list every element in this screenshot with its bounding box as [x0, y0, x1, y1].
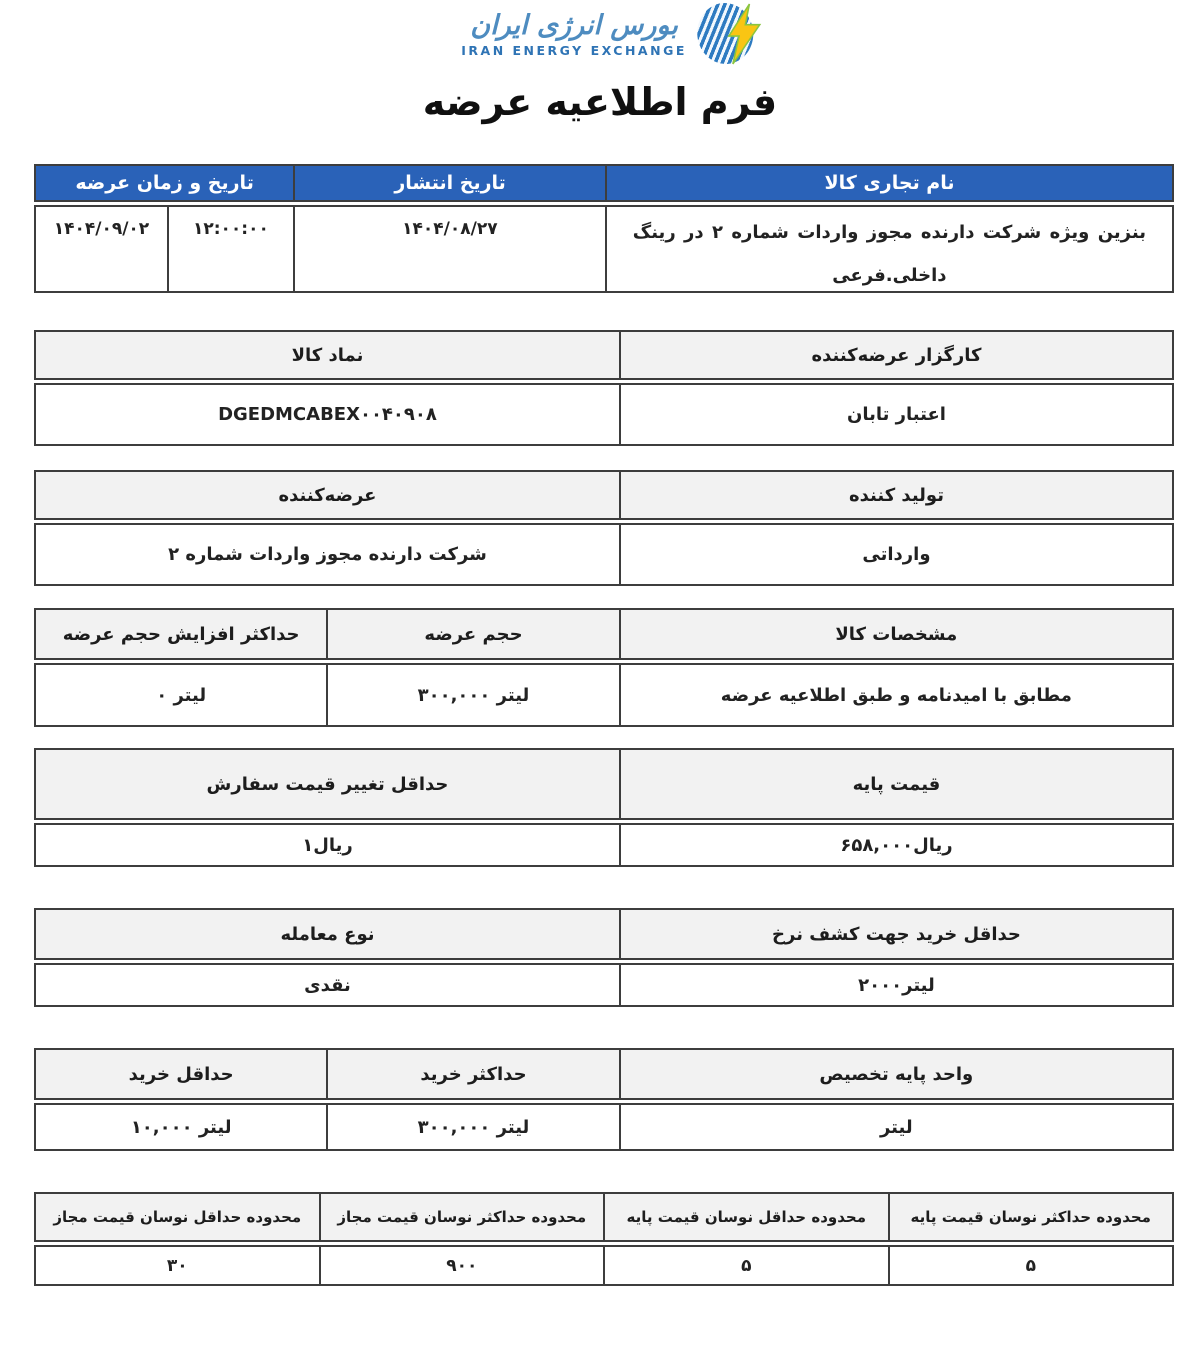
base-price-header: قیمت پایه [619, 748, 1174, 820]
page-title: فرم اطلاعیه عرضه [422, 80, 778, 124]
min-base-fluctuation-header: محدوده حداقل نوسان قیمت پایه [603, 1192, 890, 1242]
min-purchase-value: لیتر ۱۰,۰۰۰ [34, 1103, 328, 1151]
table-specs-volume-body-row [34, 663, 1174, 727]
broker-value: اعتبار تابان [619, 383, 1174, 446]
max-volume-increase-value: لیتر ۰ [34, 663, 328, 727]
table-producer-supplier [34, 470, 1174, 586]
offer-datetime-header: تاریخ و زمان عرضه [34, 164, 295, 202]
producer-value: وارداتی [619, 523, 1174, 586]
table-discovery-tradetype-header-row [34, 908, 1174, 960]
min-purchase-discovery-value: لیتر۲۰۰۰ [619, 963, 1174, 1007]
symbol-value: DGEDMCABEX۰۰۴۰۹۰۸ [34, 383, 621, 446]
allocation-unit-header: واحد پایه تخصیص [619, 1048, 1174, 1100]
table-producer-supplier-body-row [34, 523, 1174, 586]
table-commodity-dates [34, 164, 1174, 293]
trade-type-header: نوع معامله [34, 908, 621, 960]
min-tick-header: حداقل تغییر قیمت سفارش [34, 748, 621, 820]
publish-date-header: تاریخ انتشار [293, 164, 607, 202]
max-purchase-header: حداکثر خرید [326, 1048, 620, 1100]
producer-header: تولید کننده [619, 470, 1174, 520]
max-allowed-fluctuation-header: محدوده حداکثر نوسان قیمت مجاز [319, 1192, 606, 1242]
table-commodity-dates-header-row [34, 164, 1174, 202]
logo-english-name: IRAN ENERGY EXCHANGE [461, 43, 687, 58]
table-base-price-body-row [34, 823, 1174, 867]
table-broker-symbol-body-row [34, 383, 1174, 446]
table-fluctuation-ranges-body-row [34, 1245, 1174, 1286]
symbol-header: نماد کالا [34, 330, 621, 380]
table-base-price [34, 748, 1174, 867]
table-base-price-header-row [34, 748, 1174, 820]
table-commodity-dates-body-row [34, 205, 1174, 293]
max-volume-increase-header: حداکثر افزایش حجم عرضه [34, 608, 328, 660]
table-broker-symbol [34, 330, 1174, 446]
max-base-fluctuation-value: ۵ [888, 1245, 1175, 1286]
max-base-fluctuation-header: محدوده حداکثر نوسان قیمت پایه [888, 1192, 1175, 1242]
table-specs-volume-header-row [34, 608, 1174, 660]
min-purchase-header: حداقل خرید [34, 1048, 328, 1100]
lightning-bolt-icon [725, 3, 763, 65]
min-base-fluctuation-value: ۵ [603, 1245, 890, 1286]
max-allowed-fluctuation-value: ۹۰۰ [319, 1245, 606, 1286]
supplier-value: شرکت دارنده مجوز واردات شماره ۲ [34, 523, 621, 586]
commodity-name-value: بنزین ویژه شرکت دارنده مجوز واردات شماره ۲ در رینگ داخلی.فرعی [605, 205, 1174, 293]
iranex-logo [461, 2, 763, 66]
volume-value: لیتر ۳۰۰,۰۰۰ [326, 663, 620, 727]
specs-header: مشخصات کالا [619, 608, 1174, 660]
table-discovery-tradetype-body-row [34, 963, 1174, 1007]
commodity-name-header: نام تجاری کالا [605, 164, 1174, 202]
striped-globe-logo [697, 2, 763, 66]
logo-text-block [461, 10, 687, 58]
table-specs-volume [34, 608, 1174, 727]
table-purchase-limits-header-row [34, 1048, 1174, 1100]
allocation-unit-value: لیتر [619, 1103, 1174, 1151]
publish-date-value: ۱۴۰۴/۰۸/۲۷ [293, 205, 607, 293]
table-fluctuation-ranges [34, 1192, 1174, 1286]
broker-header: کارگزار عرضه‌کننده [619, 330, 1174, 380]
table-discovery-tradetype [34, 908, 1174, 1007]
table-producer-supplier-header-row [34, 470, 1174, 520]
table-purchase-limits-body-row [34, 1103, 1174, 1151]
supplier-header: عرضه‌کننده [34, 470, 621, 520]
min-allowed-fluctuation-value: ۳۰ [34, 1245, 321, 1286]
offer-time-value: ۱۲:۰۰:۰۰ [167, 205, 295, 293]
trade-type-value: نقدی [34, 963, 621, 1007]
min-tick-value: ریال۱ [34, 823, 621, 867]
offer-date-value: ۱۴۰۴/۰۹/۰۲ [34, 205, 169, 293]
min-allowed-fluctuation-header: محدوده حداقل نوسان قیمت مجاز [34, 1192, 321, 1242]
table-broker-symbol-header-row [34, 330, 1174, 380]
base-price-value: ریال۶۵۸,۰۰۰ [619, 823, 1174, 867]
min-purchase-discovery-header: حداقل خرید جهت کشف نرخ [619, 908, 1174, 960]
logo-persian-name: بورس انرژی ایران [470, 10, 678, 41]
specs-value: مطابق با امیدنامه و طبق اطلاعیه عرضه [619, 663, 1174, 727]
volume-header: حجم عرضه [326, 608, 620, 660]
max-purchase-value: لیتر ۳۰۰,۰۰۰ [326, 1103, 620, 1151]
table-purchase-limits [34, 1048, 1174, 1151]
table-fluctuation-ranges-header-row [34, 1192, 1174, 1242]
